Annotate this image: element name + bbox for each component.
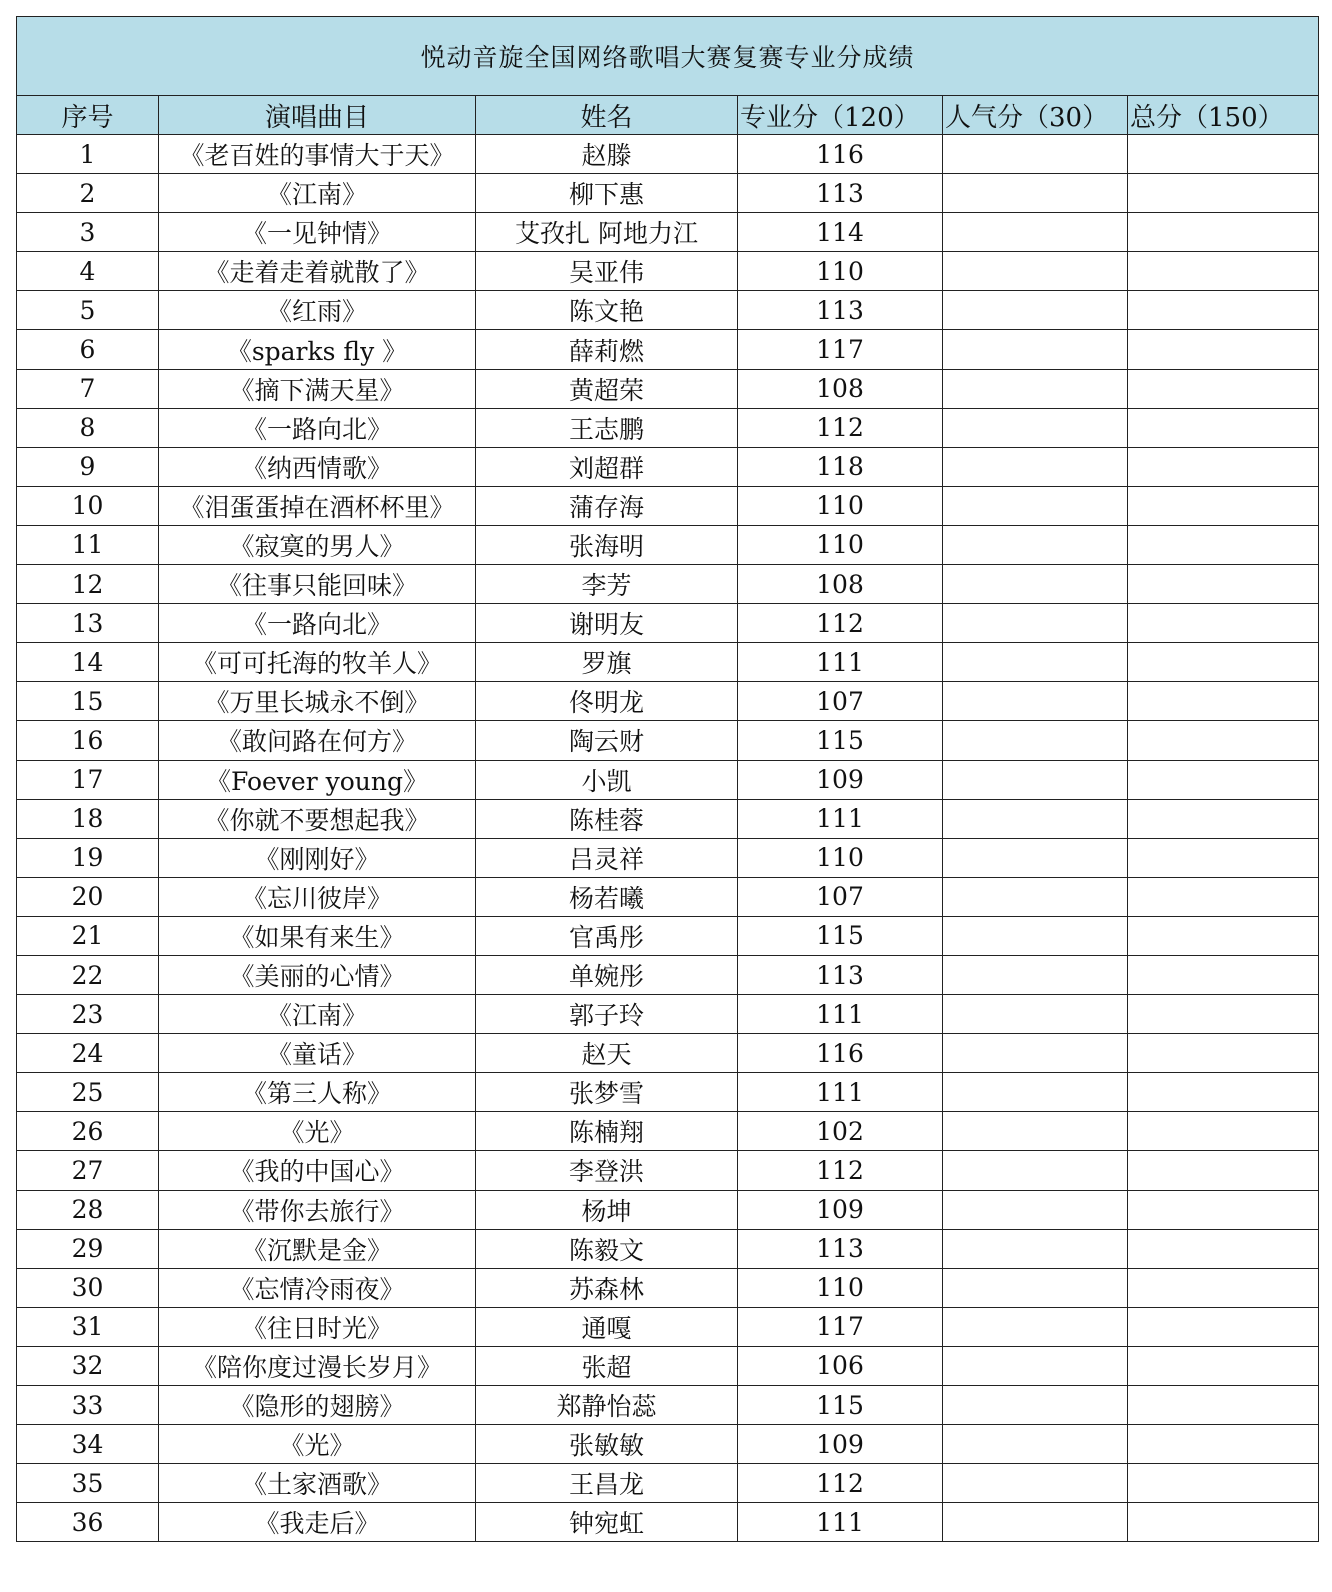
cell-pop-score[interactable] <box>943 877 1128 916</box>
cell-song[interactable]: 《你就不要想起我》 <box>159 799 476 838</box>
header-total-score[interactable]: 总分（150） <box>1128 96 1319 135</box>
cell-song[interactable]: 《我走后》 <box>159 1503 476 1542</box>
cell-name[interactable]: 杨坤 <box>476 1190 738 1229</box>
table-row <box>17 135 1319 174</box>
cell-name[interactable]: 吴亚伟 <box>476 252 738 291</box>
cell-song[interactable]: 《如果有来生》 <box>159 916 476 955</box>
cell-pro-score[interactable]: 110 <box>738 1268 943 1307</box>
cell-song[interactable]: 《带你去旅行》 <box>159 1190 476 1229</box>
cell-pro-score[interactable]: 113 <box>738 291 943 330</box>
cell-index[interactable]: 25 <box>17 1073 159 1112</box>
cell-pop-score[interactable] <box>943 330 1128 369</box>
cell-pop-score[interactable] <box>943 1151 1128 1190</box>
cell-index[interactable]: 33 <box>17 1386 159 1425</box>
cell-pro-score[interactable]: 117 <box>738 330 943 369</box>
cell-total-score[interactable] <box>1128 643 1319 682</box>
cell-song[interactable]: 《江南》 <box>159 995 476 1034</box>
cell-total-score[interactable] <box>1128 721 1319 760</box>
cell-name[interactable]: 张梦雪 <box>476 1073 738 1112</box>
cell-index[interactable]: 18 <box>17 799 159 838</box>
cell-index[interactable]: 10 <box>17 486 159 525</box>
cell-pro-score[interactable]: 111 <box>738 995 943 1034</box>
cell-song[interactable]: 《刚刚好》 <box>159 838 476 877</box>
table-row <box>17 330 1319 369</box>
cell-song[interactable]: 《往日时光》 <box>159 1307 476 1346</box>
cell-song[interactable]: 《一路向北》 <box>159 408 476 447</box>
score-table <box>16 16 1319 1542</box>
cell-index[interactable]: 14 <box>17 643 159 682</box>
cell-name[interactable]: 陈桂蓉 <box>476 799 738 838</box>
cell-pop-score[interactable] <box>943 447 1128 486</box>
cell-total-score[interactable] <box>1128 1034 1319 1073</box>
table-row <box>17 486 1319 525</box>
cell-song[interactable]: 《往事只能回味》 <box>159 565 476 604</box>
cell-pop-score[interactable] <box>943 1229 1128 1268</box>
cell-pop-score[interactable] <box>943 1425 1128 1464</box>
cell-name[interactable]: 张超 <box>476 1346 738 1385</box>
cell-pro-score[interactable]: 112 <box>738 604 943 643</box>
cell-name[interactable]: 杨若曦 <box>476 877 738 916</box>
cell-pop-score[interactable] <box>943 760 1128 799</box>
cell-song[interactable]: 《寂寞的男人》 <box>159 525 476 564</box>
cell-total-score[interactable] <box>1128 1386 1319 1425</box>
cell-song[interactable]: 《纳西情歌》 <box>159 447 476 486</box>
cell-name[interactable]: 蒲存海 <box>476 486 738 525</box>
cell-total-score[interactable] <box>1128 799 1319 838</box>
cell-total-score[interactable] <box>1128 760 1319 799</box>
cell-index[interactable]: 22 <box>17 955 159 994</box>
cell-pop-score[interactable] <box>943 604 1128 643</box>
cell-song[interactable]: 《sparks fly 》 <box>159 330 476 369</box>
cell-name[interactable]: 小凯 <box>476 760 738 799</box>
table-row <box>17 1229 1319 1268</box>
cell-name[interactable]: 张海明 <box>476 525 738 564</box>
cell-pop-score[interactable] <box>943 995 1128 1034</box>
cell-song[interactable]: 《光》 <box>159 1112 476 1151</box>
cell-total-score[interactable] <box>1128 955 1319 994</box>
cell-total-score[interactable] <box>1128 330 1319 369</box>
cell-pro-score[interactable]: 111 <box>738 799 943 838</box>
cell-song[interactable]: 《我的中国心》 <box>159 1151 476 1190</box>
cell-pop-score[interactable] <box>943 1112 1128 1151</box>
cell-pro-score[interactable]: 112 <box>738 408 943 447</box>
cell-pro-score[interactable]: 115 <box>738 916 943 955</box>
table-row <box>17 1034 1319 1073</box>
table-row <box>17 1268 1319 1307</box>
cell-song[interactable]: 《一见钟情》 <box>159 213 476 252</box>
cell-total-score[interactable] <box>1128 174 1319 213</box>
cell-pro-score[interactable]: 109 <box>738 1190 943 1229</box>
cell-total-score[interactable] <box>1128 369 1319 408</box>
cell-song[interactable]: 《泪蛋蛋掉在酒杯杯里》 <box>159 486 476 525</box>
table-row <box>17 643 1319 682</box>
table-row <box>17 525 1319 564</box>
cell-name[interactable]: 陈毅文 <box>476 1229 738 1268</box>
cell-pop-score[interactable] <box>943 838 1128 877</box>
cell-pop-score[interactable] <box>943 955 1128 994</box>
cell-song[interactable]: 《忘情冷雨夜》 <box>159 1268 476 1307</box>
cell-index[interactable]: 15 <box>17 682 159 721</box>
header-row <box>17 96 1319 135</box>
cell-pro-score[interactable]: 110 <box>738 838 943 877</box>
cell-name[interactable]: 王昌龙 <box>476 1464 738 1503</box>
cell-pro-score[interactable]: 114 <box>738 213 943 252</box>
cell-name[interactable]: 陈楠翔 <box>476 1112 738 1151</box>
cell-name[interactable]: 单婉彤 <box>476 955 738 994</box>
cell-total-score[interactable] <box>1128 1190 1319 1229</box>
cell-song[interactable]: 《万里长城永不倒》 <box>159 682 476 721</box>
cell-name[interactable]: 钟宛虹 <box>476 1503 738 1542</box>
cell-name[interactable]: 赵滕 <box>476 135 738 174</box>
table-row <box>17 799 1319 838</box>
cell-pro-score[interactable]: 113 <box>738 955 943 994</box>
cell-index[interactable]: 16 <box>17 721 159 760</box>
cell-name[interactable]: 郑静怡蕊 <box>476 1386 738 1425</box>
table-row <box>17 955 1319 994</box>
cell-song[interactable]: 《忘川彼岸》 <box>159 877 476 916</box>
cell-song[interactable]: 《江南》 <box>159 174 476 213</box>
cell-name[interactable]: 谢明友 <box>476 604 738 643</box>
cell-pop-score[interactable] <box>943 916 1128 955</box>
table-row <box>17 916 1319 955</box>
cell-pop-score[interactable] <box>943 1503 1128 1542</box>
cell-index[interactable]: 28 <box>17 1190 159 1229</box>
table-row <box>17 1503 1319 1542</box>
table-row <box>17 369 1319 408</box>
table-row <box>17 213 1319 252</box>
cell-index[interactable]: 4 <box>17 252 159 291</box>
cell-index[interactable]: 35 <box>17 1464 159 1503</box>
cell-index[interactable]: 5 <box>17 291 159 330</box>
table-row <box>17 877 1319 916</box>
cell-index[interactable]: 19 <box>17 838 159 877</box>
cell-pro-score[interactable]: 118 <box>738 447 943 486</box>
header-name[interactable]: 姓名 <box>476 96 738 135</box>
sheet-title: 悦动音旋全国网络歌唱大赛复赛专业分成绩 <box>17 17 1319 96</box>
cell-index[interactable]: 29 <box>17 1229 159 1268</box>
cell-total-score[interactable] <box>1128 447 1319 486</box>
cell-pop-score[interactable] <box>943 252 1128 291</box>
cell-song[interactable]: 《敢问路在何方》 <box>159 721 476 760</box>
cell-total-score[interactable] <box>1128 838 1319 877</box>
cell-pop-score[interactable] <box>943 135 1128 174</box>
cell-pop-score[interactable] <box>943 1307 1128 1346</box>
cell-index[interactable]: 26 <box>17 1112 159 1151</box>
cell-pop-score[interactable] <box>943 1464 1128 1503</box>
table-row <box>17 995 1319 1034</box>
cell-total-score[interactable] <box>1128 1425 1319 1464</box>
cell-index[interactable]: 27 <box>17 1151 159 1190</box>
cell-total-score[interactable] <box>1128 135 1319 174</box>
cell-index[interactable]: 1 <box>17 135 159 174</box>
cell-total-score[interactable] <box>1128 1151 1319 1190</box>
cell-index[interactable]: 6 <box>17 330 159 369</box>
cell-total-score[interactable] <box>1128 1268 1319 1307</box>
cell-index[interactable]: 7 <box>17 369 159 408</box>
cell-total-score[interactable] <box>1128 1464 1319 1503</box>
cell-index[interactable]: 24 <box>17 1034 159 1073</box>
cell-total-score[interactable] <box>1128 1229 1319 1268</box>
cell-name[interactable]: 佟明龙 <box>476 682 738 721</box>
cell-pro-score[interactable]: 102 <box>738 1112 943 1151</box>
cell-name[interactable]: 李芳 <box>476 565 738 604</box>
header-index[interactable]: 序号 <box>17 96 159 135</box>
cell-pop-score[interactable] <box>943 643 1128 682</box>
cell-index[interactable]: 11 <box>17 525 159 564</box>
header-pop-score[interactable]: 人气分（30） <box>943 96 1128 135</box>
cell-song[interactable]: 《童话》 <box>159 1034 476 1073</box>
cell-index[interactable]: 23 <box>17 995 159 1034</box>
table-row <box>17 565 1319 604</box>
table-row <box>17 682 1319 721</box>
table-body <box>17 135 1319 1542</box>
table-row <box>17 1190 1319 1229</box>
cell-total-score[interactable] <box>1128 1503 1319 1542</box>
cell-index[interactable]: 2 <box>17 174 159 213</box>
cell-song[interactable]: 《摘下满天星》 <box>159 369 476 408</box>
cell-song[interactable]: 《光》 <box>159 1425 476 1464</box>
cell-name[interactable]: 赵天 <box>476 1034 738 1073</box>
cell-pro-score[interactable]: 111 <box>738 1503 943 1542</box>
table-row <box>17 1112 1319 1151</box>
cell-pro-score[interactable]: 111 <box>738 1073 943 1112</box>
cell-total-score[interactable] <box>1128 565 1319 604</box>
cell-name[interactable]: 李登洪 <box>476 1151 738 1190</box>
cell-song[interactable]: 《陪你度过漫长岁月》 <box>159 1346 476 1385</box>
cell-pro-score[interactable]: 112 <box>738 1464 943 1503</box>
header-pro-score[interactable]: 专业分（120） <box>738 96 943 135</box>
cell-total-score[interactable] <box>1128 525 1319 564</box>
cell-total-score[interactable] <box>1128 1112 1319 1151</box>
cell-pop-score[interactable] <box>943 1268 1128 1307</box>
table-row <box>17 1386 1319 1425</box>
cell-name[interactable]: 艾孜扎 阿地力江 <box>476 213 738 252</box>
cell-name[interactable]: 罗旗 <box>476 643 738 682</box>
title-row <box>17 17 1319 96</box>
cell-pop-score[interactable] <box>943 1386 1128 1425</box>
cell-pro-score[interactable]: 110 <box>738 252 943 291</box>
cell-total-score[interactable] <box>1128 213 1319 252</box>
table-row <box>17 721 1319 760</box>
cell-index[interactable]: 12 <box>17 565 159 604</box>
table-row <box>17 291 1319 330</box>
cell-pop-score[interactable] <box>943 682 1128 721</box>
cell-pro-score[interactable]: 112 <box>738 1151 943 1190</box>
cell-index[interactable]: 36 <box>17 1503 159 1542</box>
cell-pro-score[interactable]: 116 <box>738 1034 943 1073</box>
cell-pro-score[interactable]: 110 <box>738 525 943 564</box>
cell-pro-score[interactable]: 106 <box>738 1346 943 1385</box>
cell-total-score[interactable] <box>1128 291 1319 330</box>
cell-total-score[interactable] <box>1128 486 1319 525</box>
cell-total-score[interactable] <box>1128 682 1319 721</box>
table-row <box>17 447 1319 486</box>
cell-total-score[interactable] <box>1128 252 1319 291</box>
cell-total-score[interactable] <box>1128 1307 1319 1346</box>
cell-pro-score[interactable]: 111 <box>738 643 943 682</box>
table-row <box>17 604 1319 643</box>
cell-total-score[interactable] <box>1128 995 1319 1034</box>
cell-pro-score[interactable]: 113 <box>738 174 943 213</box>
cell-song[interactable]: 《第三人称》 <box>159 1073 476 1112</box>
cell-pop-score[interactable] <box>943 799 1128 838</box>
cell-pop-score[interactable] <box>943 721 1128 760</box>
cell-index[interactable]: 9 <box>17 447 159 486</box>
cell-index[interactable]: 21 <box>17 916 159 955</box>
cell-index[interactable]: 20 <box>17 877 159 916</box>
cell-pop-score[interactable] <box>943 1346 1128 1385</box>
table-row <box>17 174 1319 213</box>
table-row <box>17 1151 1319 1190</box>
table-row <box>17 1464 1319 1503</box>
cell-pro-score[interactable]: 117 <box>738 1307 943 1346</box>
cell-index[interactable]: 3 <box>17 213 159 252</box>
cell-song[interactable]: 《Foever young》 <box>159 760 476 799</box>
cell-index[interactable]: 31 <box>17 1307 159 1346</box>
cell-pro-score[interactable]: 109 <box>738 760 943 799</box>
cell-pop-score[interactable] <box>943 1034 1128 1073</box>
cell-song[interactable]: 《一路向北》 <box>159 604 476 643</box>
cell-pop-score[interactable] <box>943 1190 1128 1229</box>
cell-song[interactable]: 《走着走着就散了》 <box>159 252 476 291</box>
cell-pro-score[interactable]: 108 <box>738 565 943 604</box>
cell-name[interactable]: 张敏敏 <box>476 1425 738 1464</box>
cell-pop-score[interactable] <box>943 1073 1128 1112</box>
cell-pro-score[interactable]: 110 <box>738 486 943 525</box>
cell-index[interactable]: 13 <box>17 604 159 643</box>
cell-pop-score[interactable] <box>943 565 1128 604</box>
cell-total-score[interactable] <box>1128 916 1319 955</box>
cell-song[interactable]: 《美丽的心情》 <box>159 955 476 994</box>
cell-pro-score[interactable]: 115 <box>738 1386 943 1425</box>
cell-pop-score[interactable] <box>943 486 1128 525</box>
cell-pop-score[interactable] <box>943 213 1128 252</box>
cell-name[interactable]: 官禹彤 <box>476 916 738 955</box>
cell-name[interactable]: 吕灵祥 <box>476 838 738 877</box>
cell-index[interactable]: 8 <box>17 408 159 447</box>
cell-total-score[interactable] <box>1128 877 1319 916</box>
cell-pro-score[interactable]: 109 <box>738 1425 943 1464</box>
cell-name[interactable]: 薛莉燃 <box>476 330 738 369</box>
cell-name[interactable]: 郭子玲 <box>476 995 738 1034</box>
cell-song[interactable]: 《土家酒歌》 <box>159 1464 476 1503</box>
cell-song[interactable]: 《老百姓的事情大于天》 <box>159 135 476 174</box>
cell-pop-score[interactable] <box>943 174 1128 213</box>
table-row <box>17 1346 1319 1385</box>
cell-pop-score[interactable] <box>943 525 1128 564</box>
cell-pop-score[interactable] <box>943 369 1128 408</box>
cell-pro-score[interactable]: 108 <box>738 369 943 408</box>
cell-index[interactable]: 30 <box>17 1268 159 1307</box>
table-row <box>17 1425 1319 1464</box>
cell-song[interactable]: 《沉默是金》 <box>159 1229 476 1268</box>
table-row <box>17 1073 1319 1112</box>
table-row <box>17 408 1319 447</box>
table-row <box>17 252 1319 291</box>
cell-name[interactable]: 通嘎 <box>476 1307 738 1346</box>
cell-name[interactable]: 陶云财 <box>476 721 738 760</box>
cell-total-score[interactable] <box>1128 1073 1319 1112</box>
cell-index[interactable]: 34 <box>17 1425 159 1464</box>
table-row <box>17 760 1319 799</box>
cell-total-score[interactable] <box>1128 604 1319 643</box>
cell-song[interactable]: 《隐形的翅膀》 <box>159 1386 476 1425</box>
cell-pro-score[interactable]: 113 <box>738 1229 943 1268</box>
cell-name[interactable]: 苏森林 <box>476 1268 738 1307</box>
header-song[interactable]: 演唱曲目 <box>159 96 476 135</box>
cell-total-score[interactable] <box>1128 1346 1319 1385</box>
cell-pro-score[interactable]: 116 <box>738 135 943 174</box>
cell-name[interactable]: 黄超荣 <box>476 369 738 408</box>
table-row <box>17 1307 1319 1346</box>
cell-song[interactable]: 《红雨》 <box>159 291 476 330</box>
cell-index[interactable]: 17 <box>17 760 159 799</box>
cell-index[interactable]: 32 <box>17 1346 159 1385</box>
cell-name[interactable]: 刘超群 <box>476 447 738 486</box>
cell-pop-score[interactable] <box>943 291 1128 330</box>
cell-total-score[interactable] <box>1128 408 1319 447</box>
cell-name[interactable]: 柳下惠 <box>476 174 738 213</box>
cell-name[interactable]: 王志鹏 <box>476 408 738 447</box>
cell-pop-score[interactable] <box>943 408 1128 447</box>
table-row <box>17 838 1319 877</box>
cell-pro-score[interactable]: 107 <box>738 877 943 916</box>
cell-name[interactable]: 陈文艳 <box>476 291 738 330</box>
cell-song[interactable]: 《可可托海的牧羊人》 <box>159 643 476 682</box>
cell-pro-score[interactable]: 115 <box>738 721 943 760</box>
cell-pro-score[interactable]: 107 <box>738 682 943 721</box>
